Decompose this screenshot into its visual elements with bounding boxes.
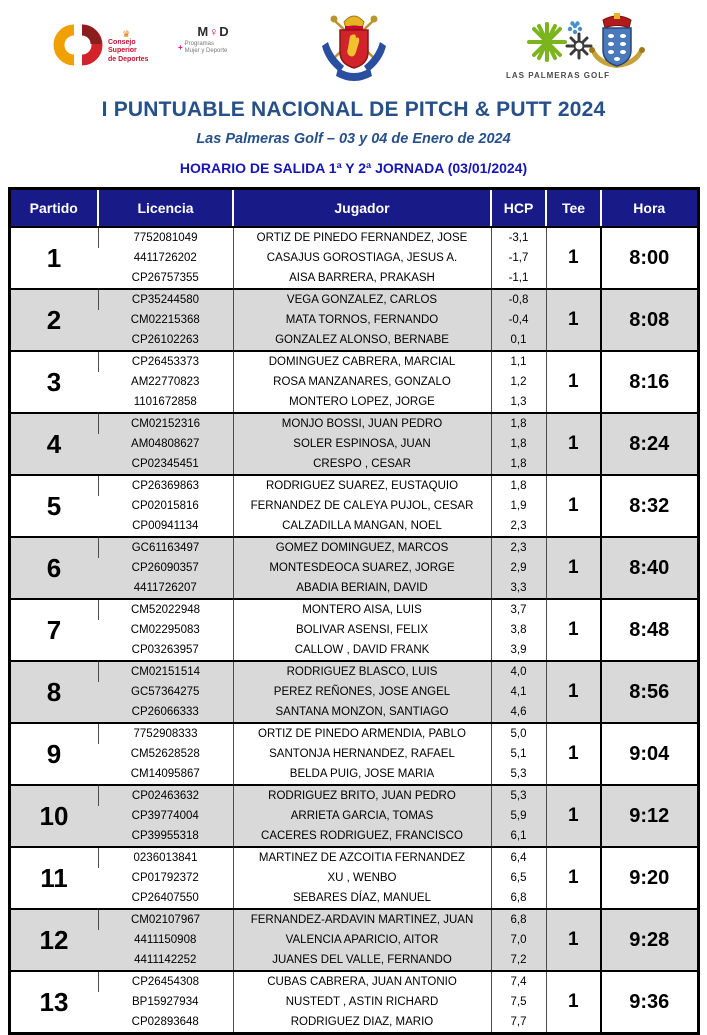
hora-cell: 8:56: [601, 661, 698, 723]
licencia-cell: CP01792372: [131, 872, 199, 884]
licencia-cell: CP26453373: [98, 351, 233, 372]
licencia-cell: CP35244580: [98, 289, 233, 310]
jugador-cell: CASAJUS GOROSTIAGA, JESUS A.: [233, 248, 491, 268]
hcp-cell: 7,4: [491, 971, 546, 992]
tee-cell: 1: [546, 723, 601, 785]
hcp-cell: -0,8: [491, 289, 546, 310]
tee-cell: 1: [546, 971, 601, 1034]
jugador-cell: RODRIGUEZ SUAREZ, EUSTAQUIO: [233, 475, 491, 496]
col-header-hora: Hora: [601, 189, 698, 228]
table-header: [9, 189, 698, 228]
jugador-cell: SOLER ESPINOSA, JUAN: [233, 434, 491, 454]
partido-cell: 1: [9, 227, 98, 289]
hora-cell: 9:04: [601, 723, 698, 785]
licencia-cell: CP26407550: [131, 892, 199, 904]
jugador-cell: CUBAS CABRERA, JUAN ANTONIO: [233, 971, 491, 992]
schedule-table-body: [9, 227, 698, 1034]
player-row: [9, 723, 698, 744]
jugador-cell: RODRIGUEZ BRITO, JUAN PEDRO: [233, 785, 491, 806]
partido-cell: 2: [9, 289, 98, 351]
hcp-cell: -1,7: [491, 248, 546, 268]
hcp-cell: 1,2: [491, 372, 546, 392]
licencia-cell: 7752908333: [98, 723, 233, 744]
jugador-cell: MONTESDEOCA SUAREZ, JORGE: [233, 558, 491, 578]
licencia-cell: CP02463632: [98, 785, 233, 806]
hora-cell: 8:32: [601, 475, 698, 537]
hcp-cell: 1,1: [491, 351, 546, 372]
licencia-cell: CM52628528: [130, 748, 200, 760]
hcp-cell: 1,8: [491, 454, 546, 475]
licencia-cell: 4411142252: [98, 950, 233, 971]
hcp-cell: 6,4: [491, 847, 546, 868]
licencia-cell: CP26090357: [98, 558, 233, 578]
hcp-cell: 3,9: [491, 640, 546, 661]
jugador-cell: ROSA MANZANARES, GONZALO: [233, 372, 491, 392]
hcp-cell: 6,8: [491, 909, 546, 930]
partido-cell: 5: [9, 475, 98, 537]
hcp-cell: 2,3: [491, 516, 546, 537]
jugador-cell: ORTIZ DE PINEDO ARMENDIA, PABLO: [233, 723, 491, 744]
hcp-cell: 7,0: [491, 930, 546, 950]
licencia-cell: AM04808627: [98, 434, 233, 454]
col-header-licencia: Licencia: [98, 189, 233, 228]
jugador-cell: NUSTEDT , ASTIN RICHARD: [233, 992, 491, 1012]
myd-logo: [178, 24, 248, 72]
jugador-cell: SANTANA MONZON, SANTIAGO: [233, 702, 491, 723]
myd-person-icon: ♀: [209, 24, 219, 39]
jugador-cell: ORTIZ DE PINEDO FERNANDEZ, JOSE: [233, 227, 491, 248]
myd-letter-d: D: [219, 24, 229, 39]
jugador-cell: CALZADILLA MANGAN, NOEL: [233, 516, 491, 537]
partido-cell: 4: [9, 413, 98, 475]
jugador-cell: RODRIGUEZ BLASCO, LUIS: [233, 661, 491, 682]
licencia-cell: CP26369863: [98, 475, 233, 496]
jugador-cell: ABADIA BERIAIN, DAVID: [233, 578, 491, 599]
licencia-cell: CP26757355: [131, 272, 199, 284]
jugador-cell: SANTONJA HERNANDEZ, RAFAEL: [233, 744, 491, 764]
jugador-cell: XU , WENBO: [233, 868, 491, 888]
hcp-cell: 7,2: [491, 950, 546, 971]
player-row: [9, 413, 698, 434]
hcp-cell: 5,0: [491, 723, 546, 744]
tee-cell: 1: [546, 909, 601, 971]
licencia-cell: CP00941134: [132, 520, 199, 532]
csd-text-line3: de Deportes: [108, 55, 149, 63]
las-palmeras-caption: LAS PALMERAS GOLF: [506, 71, 610, 80]
hcp-cell: 7,5: [491, 992, 546, 1012]
licencia-cell: AM22770823: [131, 376, 200, 388]
hcp-cell: 3,3: [491, 578, 546, 599]
hcp-cell: 5,9: [491, 806, 546, 826]
tee-cell: 1: [546, 537, 601, 599]
player-row: [9, 537, 698, 558]
partido-cell: 3: [9, 351, 98, 413]
player-row: [9, 661, 698, 682]
golf-federation-crest-icon: [318, 6, 390, 84]
schedule-heading: HORARIO DE SALIDA 1ª Y 2ª JORNADA (03/01/2024): [179, 160, 528, 176]
hcp-cell: -0,4: [491, 310, 546, 330]
hcp-cell: 6,1: [491, 826, 546, 847]
licencia-cell: 0236013841: [98, 847, 233, 868]
hora-cell: 9:12: [601, 785, 698, 847]
hcp-cell: -3,1: [491, 227, 546, 248]
hora-cell: 9:36: [601, 971, 698, 1034]
player-row: [9, 475, 698, 496]
jugador-cell: MATA TORNOS, FERNANDO: [233, 310, 491, 330]
hcp-cell: 0,1: [491, 330, 546, 351]
event-subtitle: Las Palmeras Golf – 03 y 04 de Enero de 2024: [196, 131, 511, 147]
hcp-cell: 4,1: [491, 682, 546, 702]
partido-cell: 7: [9, 599, 98, 661]
partido-cell: 8: [9, 661, 98, 723]
player-row: [9, 785, 698, 806]
jugador-cell: ARRIETA GARCIA, TOMAS: [233, 806, 491, 826]
player-row: [9, 289, 698, 310]
tee-cell: 1: [546, 227, 601, 289]
logo-bar: [0, 0, 707, 92]
hcp-cell: 2,9: [491, 558, 546, 578]
hcp-cell: 1,8: [491, 413, 546, 434]
canary-golf-crest-icon: [585, 12, 649, 76]
licencia-cell: CM14095867: [130, 768, 200, 780]
jugador-cell: CACERES RODRIGUEZ, FRANCISCO: [233, 826, 491, 847]
tee-cell: 1: [546, 475, 601, 537]
licencia-cell: BP15927934: [131, 996, 199, 1008]
player-row: [9, 971, 698, 992]
licencia-cell: CP02015816: [131, 500, 199, 512]
licencia-cell: CM02295083: [130, 624, 200, 636]
licencia-cell: CP26454308: [98, 971, 233, 992]
tee-times-table: [8, 187, 700, 1035]
col-header-hcp: HCP: [491, 189, 546, 228]
licencia-cell: 7752081049: [98, 227, 233, 248]
hora-cell: 9:28: [601, 909, 698, 971]
partido-cell: 13: [9, 971, 98, 1034]
jugador-cell: RODRIGUEZ DIAZ, MARIO: [233, 1012, 491, 1034]
partido-cell: 6: [9, 537, 98, 599]
csd-logo: [52, 22, 172, 72]
jugador-cell: MONTERO AISA, LUIS: [233, 599, 491, 620]
jugador-cell: MARTINEZ DE AZCOITIA FERNANDEZ: [233, 847, 491, 868]
hcp-cell: 7,7: [491, 1012, 546, 1034]
tee-cell: 1: [546, 847, 601, 909]
myd-letter-m: M: [197, 24, 209, 39]
tee-cell: 1: [546, 413, 601, 475]
licencia-cell: CP39774004: [98, 806, 233, 826]
licencia-cell: 1101672858: [133, 396, 197, 408]
jugador-cell: GOMEZ DOMINGUEZ, MARCOS: [233, 537, 491, 558]
jugador-cell: DOMINGUEZ CABRERA, MARCIAL: [233, 351, 491, 372]
tee-cell: 1: [546, 599, 601, 661]
licencia-cell: 4411726202: [133, 252, 197, 264]
col-header-partido: Partido: [9, 189, 98, 228]
partido-cell: 9: [9, 723, 98, 785]
jugador-cell: BELDA PUIG, JOSE MARIA: [233, 764, 491, 785]
partido-cell: 11: [9, 847, 98, 909]
jugador-cell: GONZALEZ ALONSO, BERNABE: [233, 330, 491, 351]
licencia-cell: CM02152316: [98, 413, 233, 434]
hora-cell: 9:20: [601, 847, 698, 909]
hcp-cell: 3,7: [491, 599, 546, 620]
hcp-cell: 3,8: [491, 620, 546, 640]
licencia-cell: CP26102263: [98, 330, 233, 351]
licencia-cell: CM02215368: [98, 310, 233, 330]
hora-cell: 8:48: [601, 599, 698, 661]
page-title: I PUNTUABLE NACIONAL DE PITCH & PUTT 2024: [101, 98, 606, 121]
jugador-cell: MONJO BOSSI, JUAN PEDRO: [233, 413, 491, 434]
player-row: [9, 227, 698, 248]
player-row: [9, 847, 698, 868]
jugador-cell: PEREZ REÑONES, JOSE ANGEL: [233, 682, 491, 702]
player-row: [9, 599, 698, 620]
licencia-cell: CP03263957: [131, 644, 199, 656]
licencia-cell: CP39955318: [98, 826, 233, 847]
jugador-cell: FERNANDEZ DE CALEYA PUJOL, CESAR: [233, 496, 491, 516]
tee-cell: 1: [546, 661, 601, 723]
hcp-cell: 6,5: [491, 868, 546, 888]
hcp-cell: 1,9: [491, 496, 546, 516]
myd-caption-line1: Programas: [184, 41, 215, 47]
partido-cell: 10: [9, 785, 98, 847]
hcp-cell: 1,8: [491, 475, 546, 496]
licencia-cell: CM52022948: [98, 599, 233, 620]
hora-cell: 8:16: [601, 351, 698, 413]
player-row: [9, 351, 698, 372]
licencia-cell: CP02345451: [98, 454, 233, 475]
hcp-cell: 1,3: [491, 392, 546, 413]
hora-cell: 8:00: [601, 227, 698, 289]
jugador-cell: JUANES DEL VALLE, FERNANDO: [233, 950, 491, 971]
col-header-jugador: Jugador: [233, 189, 491, 228]
hcp-cell: 6,8: [491, 888, 546, 909]
hcp-cell: 5,3: [491, 785, 546, 806]
csd-crown-icon: ♛: [122, 29, 131, 40]
hcp-cell: -1,1: [491, 268, 546, 289]
licencia-cell: GC61163497: [98, 537, 233, 558]
csd-text-line2: Superior: [108, 47, 137, 55]
hcp-cell: 4,6: [491, 702, 546, 723]
licencia-cell: 4411150908: [98, 930, 233, 950]
hora-cell: 8:24: [601, 413, 698, 475]
licencia-cell: CM02107967: [98, 909, 233, 930]
jugador-cell: MONTERO LOPEZ, JORGE: [233, 392, 491, 413]
tee-cell: 1: [546, 785, 601, 847]
licencia-cell: CP02893648: [131, 1016, 199, 1028]
tee-cell: 1: [546, 289, 601, 351]
hcp-cell: 5,1: [491, 744, 546, 764]
jugador-cell: BOLIVAR ASENSI, FELIX: [233, 620, 491, 640]
jugador-cell: FERNANDEZ-ARDAVIN MARTINEZ, JUAN: [233, 909, 491, 930]
tee-cell: 1: [546, 351, 601, 413]
licencia-cell: CP26066333: [98, 702, 233, 723]
hora-cell: 8:08: [601, 289, 698, 351]
myd-plus-icon: +: [178, 43, 183, 53]
jugador-cell: SEBARES DÍAZ, MANUEL: [233, 888, 491, 909]
licencia-cell: CM02151514: [98, 661, 233, 682]
jugador-cell: CALLOW , DAVID FRANK: [233, 640, 491, 661]
hcp-cell: 2,3: [491, 537, 546, 558]
hcp-cell: 4,0: [491, 661, 546, 682]
player-row: [9, 909, 698, 930]
partido-cell: 12: [9, 909, 98, 971]
csd-text-line1: Consejo: [108, 39, 136, 47]
licencia-cell: 4411726207: [98, 578, 233, 599]
jugador-cell: VEGA GONZALEZ, CARLOS: [233, 289, 491, 310]
jugador-cell: AISA BARRERA, PRAKASH: [233, 268, 491, 289]
hora-cell: 8:40: [601, 537, 698, 599]
myd-caption-line2: Mujer y Deporte: [184, 48, 228, 55]
hcp-cell: 5,3: [491, 764, 546, 785]
licencia-cell: GC57364275: [98, 682, 233, 702]
col-header-tee: Tee: [546, 189, 601, 228]
csd-mark-icon: [52, 22, 104, 73]
jugador-cell: VALENCIA APARICIO, AITOR: [233, 930, 491, 950]
jugador-cell: CRESPO , CESAR: [233, 454, 491, 475]
hcp-cell: 1,8: [491, 434, 546, 454]
